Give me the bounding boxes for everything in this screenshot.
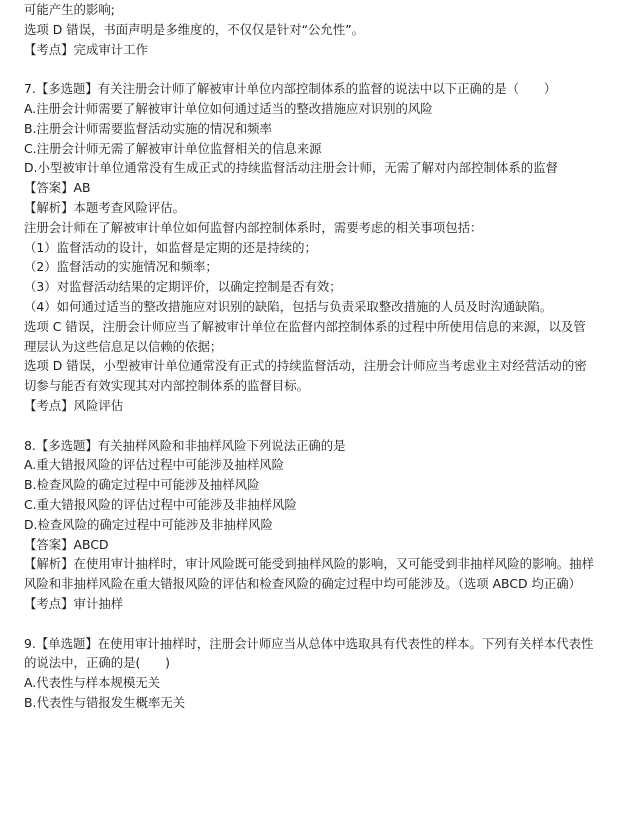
spacer	[24, 416, 594, 436]
topic-tag: 【考点】风险评估	[24, 397, 124, 413]
option-b: B.检查风险的确定过程中可能涉及抽样风险	[24, 477, 260, 493]
spacer	[24, 614, 594, 634]
spacer	[24, 59, 594, 79]
text-line: 注册会计师在了解被审计单位如何监督内部控制体系时，需要考虑的相关事项包括：	[24, 219, 483, 235]
list-item: （3）对监督活动结果的定期评价，以确定控制是否有效；	[24, 279, 342, 295]
list-item: （4）如何通过适当的整改措施应对识别的缺陷，包括与负责采取整改措施的人员及时沟通缺陷。	[24, 298, 553, 314]
option-a: A.重大错报风险的评估过程中可能涉及抽样风险	[24, 457, 285, 473]
list-item: （1）监督活动的设计，如监督是定期的还是持续的；	[24, 239, 317, 255]
document-page	[24, 0, 594, 713]
option-c: C.注册会计师无需了解被审计单位监督相关的信息来源	[24, 140, 322, 156]
analysis-line: 【解析】本题考查风险评估。	[24, 199, 186, 215]
option-b: B.代表性与错报发生概率无关	[24, 694, 186, 710]
answer-line: 【答案】AB	[24, 180, 91, 196]
text-line: 选项 D 错误，书面声明是多维度的，不仅仅是针对“公允性”。	[24, 21, 365, 37]
option-d: D.检查风险的确定过程中可能涉及非抽样风险	[24, 516, 273, 532]
topic-tag: 【考点】完成审计工作	[24, 41, 148, 57]
option-a: A.注册会计师需要了解被审计单位如何通过适当的整改措施应对识别的风险	[24, 100, 433, 116]
question-9-stem: 9.【单选题】在使用审计抽样时，注册会计师应当从总体中选取具有代表性的样本。下列有关样本代表性的说法中，正确的是( )	[24, 635, 594, 671]
topic-tag: 【考点】审计抽样	[24, 595, 124, 611]
question-8-stem: 8.【多选题】有关抽样风险和非抽样风险下列说法正确的是	[24, 437, 346, 453]
answer-line: 【答案】ABCD	[24, 536, 109, 552]
text-line: 可能产生的影响;	[24, 2, 115, 17]
text-line: 选项 D 错误，小型被审计单位通常没有正式的持续监督活动，注册会计师应当考虑业主对经营活动的密切参与能否有效实现其对内部控制体系的监督目标。	[24, 358, 587, 394]
analysis-line: 【解析】在使用审计抽样时，审计风险既可能受到抽样风险的影响，又可能受到非抽样风险的影响。抽样	[24, 556, 594, 572]
option-b: B.注册会计师需要监督活动实施的情况和频率	[24, 120, 272, 136]
text-line: 风险和非抽样风险在重大错报风险的评估和检查风险的确定过程中均可能涉及。（选项 ABCD 均正确）	[24, 576, 582, 592]
question-7-stem: 7.【多选题】有关注册会计师了解被审计单位内部控制体系的监督的说法中以下正确的是（ ）	[24, 81, 557, 97]
text-line: 选项 C 错误，注册会计师应当了解被审计单位在监督内部控制体系的过程中所使用信息的来源，以及管理层认为这些信息足以信赖的依据；	[24, 318, 586, 354]
list-item: （2）监督活动的实施情况和频率；	[24, 259, 218, 275]
option-a: A.代表性与样本规模无关	[24, 675, 161, 691]
option-c: C.重大错报风险的评估过程中可能涉及非抽样风险	[24, 496, 297, 512]
option-d: D.小型被审计单位通常没有生成正式的持续监督活动注册会计师，无需了解对内部控制体系的监督	[24, 160, 558, 176]
